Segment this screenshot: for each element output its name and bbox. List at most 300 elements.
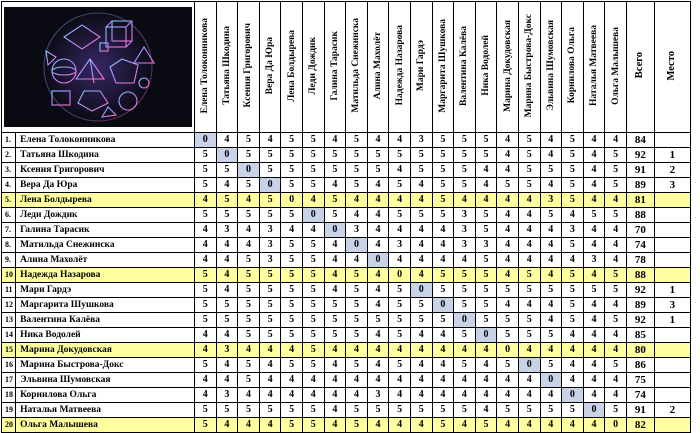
score-cell: 4 xyxy=(410,178,432,193)
table-row xyxy=(2,328,691,343)
score-cell: 4 xyxy=(281,343,303,358)
score-cell: 4 xyxy=(259,373,281,388)
score-cell: 4 xyxy=(605,223,627,238)
participant-name: Эльвина Шумовская xyxy=(16,373,195,388)
score-cell: 4 xyxy=(389,418,411,433)
column-header-label: Корнилова Ольга xyxy=(567,27,578,104)
score-cell: 4 xyxy=(454,343,476,358)
score-cell: 4 xyxy=(367,178,389,193)
column-header-label: Мари Гардэ xyxy=(416,39,427,92)
score-cell: 4 xyxy=(497,148,519,163)
score-cell: 5 xyxy=(454,283,476,298)
score-cell: 4 xyxy=(216,283,238,298)
total-cell: 85 xyxy=(626,328,654,343)
score-cell: 5 xyxy=(216,298,238,313)
column-header-participant xyxy=(583,2,605,133)
table-row xyxy=(2,418,691,433)
score-cell: 5 xyxy=(454,358,476,373)
total-cell: 74 xyxy=(626,238,654,253)
total-cell: 89 xyxy=(626,298,654,313)
score-cell: 4 xyxy=(216,133,238,148)
column-header-participant xyxy=(259,2,281,133)
score-cell: 4 xyxy=(432,358,454,373)
score-cell: 4 xyxy=(475,193,497,208)
score-cell: 0 xyxy=(497,343,519,358)
score-cell: 5 xyxy=(432,283,454,298)
score-cell: 5 xyxy=(324,328,346,343)
table-row xyxy=(2,163,691,178)
column-header-label: Галина Тарасик xyxy=(329,30,340,101)
place-cell: 2 xyxy=(654,403,690,418)
score-cell: 5 xyxy=(432,148,454,163)
score-cell: 4 xyxy=(238,223,260,238)
score-cell: 5 xyxy=(454,298,476,313)
score-cell: 4 xyxy=(259,343,281,358)
score-cell: 4 xyxy=(497,163,519,178)
score-cell: 5 xyxy=(216,208,238,223)
score-cell: 5 xyxy=(389,358,411,373)
score-cell: 5 xyxy=(540,208,562,223)
score-cell: 4 xyxy=(410,223,432,238)
score-cell: 4 xyxy=(367,133,389,148)
score-cell: 5 xyxy=(432,193,454,208)
score-cell: 5 xyxy=(195,313,217,328)
score-cell: 5 xyxy=(281,133,303,148)
score-cell: 5 xyxy=(605,208,627,223)
score-cell: 5 xyxy=(562,283,584,298)
total-cell: 82 xyxy=(626,418,654,433)
score-cell: 4 xyxy=(216,268,238,283)
score-cell: 4 xyxy=(497,133,519,148)
score-cell: 5 xyxy=(259,313,281,328)
score-cell: 4 xyxy=(367,223,389,238)
score-cell: 3 xyxy=(389,238,411,253)
table-row xyxy=(2,343,691,358)
score-cell: 4 xyxy=(432,238,454,253)
score-cell: 4 xyxy=(583,163,605,178)
score-cell: 4 xyxy=(454,373,476,388)
score-cell: 4 xyxy=(605,253,627,268)
score-cell: 4 xyxy=(410,268,432,283)
score-cell: 5 xyxy=(389,283,411,298)
score-cell: 5 xyxy=(475,298,497,313)
column-header-label: Алина Махолёт xyxy=(373,31,384,100)
score-cell: 5 xyxy=(238,358,260,373)
place-cell: 1 xyxy=(654,148,690,163)
score-cell: 4 xyxy=(195,193,217,208)
score-cell: 0 xyxy=(216,148,238,163)
score-cell: 4 xyxy=(238,418,260,433)
participant-name: Матильда Снежинска xyxy=(16,238,195,253)
score-cell: 5 xyxy=(281,328,303,343)
place-cell: 2 xyxy=(654,163,690,178)
score-cell: 4 xyxy=(475,178,497,193)
score-cell: 4 xyxy=(583,298,605,313)
score-cell: 4 xyxy=(324,283,346,298)
score-cell: 4 xyxy=(583,133,605,148)
column-header-label: Леди Дождик xyxy=(308,36,319,95)
score-cell: 5 xyxy=(497,328,519,343)
score-cell: 5 xyxy=(367,313,389,328)
column-header-label: Татьяна Шкодина xyxy=(221,26,232,105)
score-cell: 5 xyxy=(346,313,368,328)
score-cell: 5 xyxy=(259,163,281,178)
score-cell: 4 xyxy=(454,388,476,403)
score-cell: 5 xyxy=(281,313,303,328)
row-number: 9. xyxy=(2,253,16,268)
score-cell: 4 xyxy=(367,268,389,283)
score-cell: 5 xyxy=(346,283,368,298)
score-cell: 4 xyxy=(195,343,217,358)
score-cell: 5 xyxy=(518,268,540,283)
score-cell: 5 xyxy=(281,268,303,283)
score-cell: 5 xyxy=(432,418,454,433)
score-cell: 4 xyxy=(302,223,324,238)
score-cell: 4 xyxy=(302,193,324,208)
score-cell: 4 xyxy=(518,193,540,208)
score-cell: 4 xyxy=(367,418,389,433)
score-cell: 5 xyxy=(281,403,303,418)
participant-name: Надежда Назарова xyxy=(16,268,195,283)
score-cell: 4 xyxy=(259,133,281,148)
total-cell: 91 xyxy=(626,403,654,418)
score-cell: 4 xyxy=(432,253,454,268)
score-cell: 4 xyxy=(497,268,519,283)
score-cell: 5 xyxy=(216,193,238,208)
score-cell: 4 xyxy=(410,418,432,433)
score-cell: 4 xyxy=(238,193,260,208)
score-cell: 4 xyxy=(195,253,217,268)
total-cell: 80 xyxy=(626,343,654,358)
table-row xyxy=(2,253,691,268)
score-cell: 5 xyxy=(389,328,411,343)
table-row xyxy=(2,238,691,253)
score-cell: 5 xyxy=(302,343,324,358)
logo-cell xyxy=(2,2,195,133)
score-cell: 5 xyxy=(518,403,540,418)
score-cell: 0 xyxy=(410,283,432,298)
column-header-participant xyxy=(389,2,411,133)
score-cell: 5 xyxy=(583,208,605,223)
score-cell: 5 xyxy=(497,178,519,193)
score-cell: 5 xyxy=(238,298,260,313)
score-cell: 4 xyxy=(562,253,584,268)
score-cell: 5 xyxy=(324,193,346,208)
score-cell: 5 xyxy=(540,358,562,373)
column-header-label: Матильда Снежинска xyxy=(351,18,362,113)
score-cell: 5 xyxy=(238,283,260,298)
score-cell: 5 xyxy=(302,358,324,373)
score-cell: 4 xyxy=(324,388,346,403)
score-cell: 4 xyxy=(259,418,281,433)
row-number: 6. xyxy=(2,208,16,223)
score-cell: 4 xyxy=(367,193,389,208)
column-header-label: Эльвина Шумовская xyxy=(545,20,556,111)
score-cell: 4 xyxy=(410,328,432,343)
score-cell: 5 xyxy=(346,148,368,163)
header-row xyxy=(2,2,691,133)
score-cell: 4 xyxy=(389,253,411,268)
table-row xyxy=(2,193,691,208)
score-cell: 4 xyxy=(195,373,217,388)
score-cell: 5 xyxy=(583,283,605,298)
score-cell: 0 xyxy=(475,328,497,343)
score-cell: 4 xyxy=(324,403,346,418)
score-cell: 4 xyxy=(410,358,432,373)
place-cell xyxy=(654,238,690,253)
score-cell: 5 xyxy=(195,298,217,313)
score-cell: 5 xyxy=(497,313,519,328)
score-cell: 3 xyxy=(259,253,281,268)
score-cell: 4 xyxy=(389,193,411,208)
score-cell: 5 xyxy=(302,418,324,433)
score-cell: 0 xyxy=(367,253,389,268)
score-cell: 5 xyxy=(475,313,497,328)
total-cell: 91 xyxy=(626,163,654,178)
score-cell: 4 xyxy=(540,268,562,283)
score-cell: 5 xyxy=(518,163,540,178)
column-header-label: Елена Толоконникова xyxy=(200,17,211,114)
score-cell: 5 xyxy=(302,298,324,313)
column-header-label: Наталья Матвеева xyxy=(588,25,599,106)
score-cell: 4 xyxy=(367,373,389,388)
score-cell: 5 xyxy=(302,163,324,178)
score-cell: 5 xyxy=(346,163,368,178)
score-cell: 5 xyxy=(475,253,497,268)
score-cell: 4 xyxy=(324,238,346,253)
score-cell: 5 xyxy=(238,133,260,148)
participant-name: Мари Гардэ xyxy=(16,283,195,298)
column-header-label: Ольга Малышева xyxy=(610,26,621,105)
score-cell: 4 xyxy=(497,298,519,313)
score-cell: 4 xyxy=(605,328,627,343)
score-cell: 0 xyxy=(346,238,368,253)
participant-name: Ксения Григорович xyxy=(16,163,195,178)
score-cell: 5 xyxy=(195,358,217,373)
score-cell: 5 xyxy=(346,298,368,313)
participant-name: Марина Докудовская xyxy=(16,343,195,358)
score-cell: 5 xyxy=(324,298,346,313)
score-cell: 0 xyxy=(562,388,584,403)
score-cell: 5 xyxy=(216,163,238,178)
score-cell: 5 xyxy=(562,313,584,328)
score-cell: 5 xyxy=(475,418,497,433)
row-number: 7. xyxy=(2,223,16,238)
score-cell: 3 xyxy=(367,388,389,403)
table-row xyxy=(2,223,691,238)
column-header-participant xyxy=(346,2,368,133)
table-row xyxy=(2,358,691,373)
column-header-label: Ксения Григорович xyxy=(243,23,254,108)
participant-name: Марина Быстрова-Докс xyxy=(16,358,195,373)
row-number: 4. xyxy=(2,178,16,193)
place-cell xyxy=(654,253,690,268)
score-cell: 5 xyxy=(302,238,324,253)
score-cell: 4 xyxy=(195,328,217,343)
column-header-participant xyxy=(195,2,217,133)
row-number: 1. xyxy=(2,133,16,148)
score-cell: 4 xyxy=(389,373,411,388)
score-cell: 5 xyxy=(302,283,324,298)
score-cell: 5 xyxy=(475,148,497,163)
score-cell: 5 xyxy=(259,148,281,163)
column-header-participant xyxy=(410,2,432,133)
score-cell: 4 xyxy=(346,208,368,223)
score-cell: 4 xyxy=(432,373,454,388)
score-cell: 5 xyxy=(410,298,432,313)
score-cell: 4 xyxy=(238,343,260,358)
score-cell: 4 xyxy=(216,373,238,388)
score-cell: 4 xyxy=(583,178,605,193)
score-cell: 4 xyxy=(454,418,476,433)
score-cell: 3 xyxy=(454,208,476,223)
score-cell: 4 xyxy=(302,388,324,403)
score-cell: 4 xyxy=(346,193,368,208)
score-cell: 5 xyxy=(605,163,627,178)
score-cell: 5 xyxy=(497,283,519,298)
score-cell: 4 xyxy=(389,133,411,148)
score-cell: 4 xyxy=(583,418,605,433)
score-cell: 5 xyxy=(432,268,454,283)
score-cell: 5 xyxy=(389,298,411,313)
score-cell: 5 xyxy=(238,403,260,418)
score-cell: 3 xyxy=(410,133,432,148)
score-cell: 5 xyxy=(367,163,389,178)
score-cell: 4 xyxy=(432,223,454,238)
column-header-participant xyxy=(497,2,519,133)
place-cell xyxy=(654,373,690,388)
score-cell: 5 xyxy=(518,178,540,193)
column-header-label: Вера Да Юра xyxy=(265,36,276,95)
table-row xyxy=(2,298,691,313)
participant-name: Валентина Калёва xyxy=(16,313,195,328)
score-cell: 4 xyxy=(497,388,519,403)
total-cell: 84 xyxy=(626,133,654,148)
score-cell: 5 xyxy=(346,268,368,283)
score-cell: 5 xyxy=(432,163,454,178)
score-cell: 0 xyxy=(518,358,540,373)
score-cell: 5 xyxy=(410,163,432,178)
score-cell: 3 xyxy=(346,223,368,238)
score-cell: 5 xyxy=(238,313,260,328)
score-cell: 5 xyxy=(195,163,217,178)
column-header-participant xyxy=(540,2,562,133)
score-cell: 5 xyxy=(281,283,303,298)
score-cell: 5 xyxy=(540,403,562,418)
row-number: 12 xyxy=(2,298,16,313)
score-cell: 4 xyxy=(324,178,346,193)
score-cell: 5 xyxy=(475,283,497,298)
score-cell: 5 xyxy=(195,208,217,223)
score-cell: 4 xyxy=(432,388,454,403)
score-cell: 3 xyxy=(454,223,476,238)
row-number: 20 xyxy=(2,418,16,433)
score-cell: 4 xyxy=(605,388,627,403)
score-cell: 4 xyxy=(324,133,346,148)
score-cell: 5 xyxy=(195,178,217,193)
score-cell: 4 xyxy=(346,388,368,403)
place-cell xyxy=(654,343,690,358)
row-number: 18 xyxy=(2,388,16,403)
row-number: 19 xyxy=(2,403,16,418)
score-cell: 4 xyxy=(281,373,303,388)
column-header-label: Валентина Калёва xyxy=(459,25,470,106)
score-cell: 0 xyxy=(540,373,562,388)
score-cell: 5 xyxy=(605,283,627,298)
score-cell: 5 xyxy=(302,178,324,193)
score-cell: 4 xyxy=(562,343,584,358)
geometric-shapes-logo xyxy=(4,7,192,127)
score-cell: 4 xyxy=(540,133,562,148)
score-cell: 5 xyxy=(195,283,217,298)
score-cell: 4 xyxy=(454,193,476,208)
score-cell: 5 xyxy=(302,403,324,418)
score-cell: 5 xyxy=(540,163,562,178)
score-cell: 4 xyxy=(605,343,627,358)
table-row xyxy=(2,178,691,193)
score-cell: 4 xyxy=(562,328,584,343)
score-cell: 5 xyxy=(605,268,627,283)
column-header-participant xyxy=(238,2,260,133)
score-cell: 4 xyxy=(540,388,562,403)
place-cell xyxy=(654,388,690,403)
column-header-participant xyxy=(367,2,389,133)
score-cell: 5 xyxy=(238,178,260,193)
score-cell: 5 xyxy=(432,403,454,418)
score-cell: 3 xyxy=(540,193,562,208)
score-cell: 4 xyxy=(367,283,389,298)
score-cell: 0 xyxy=(324,223,346,238)
participant-name: Галина Тарасик xyxy=(16,223,195,238)
score-cell: 5 xyxy=(195,418,217,433)
score-cell: 4 xyxy=(410,238,432,253)
score-cell: 5 xyxy=(432,313,454,328)
score-cell: 4 xyxy=(410,373,432,388)
score-cell: 5 xyxy=(346,403,368,418)
score-cell: 4 xyxy=(562,358,584,373)
score-cell: 5 xyxy=(454,163,476,178)
score-cell: 3 xyxy=(259,223,281,238)
score-cell: 4 xyxy=(410,193,432,208)
score-cell: 5 xyxy=(195,268,217,283)
score-cell: 0 xyxy=(605,418,627,433)
score-cell: 3 xyxy=(259,238,281,253)
score-cell: 4 xyxy=(216,418,238,433)
score-cell: 4 xyxy=(497,193,519,208)
score-cell: 5 xyxy=(475,133,497,148)
score-cell: 5 xyxy=(195,403,217,418)
score-cell: 5 xyxy=(302,313,324,328)
score-cell: 4 xyxy=(518,298,540,313)
score-cell: 5 xyxy=(259,193,281,208)
score-cell: 4 xyxy=(216,328,238,343)
score-cell: 4 xyxy=(281,388,303,403)
score-cell: 4 xyxy=(497,238,519,253)
column-header-label: Ника Водолей xyxy=(481,35,492,96)
score-cell: 4 xyxy=(324,253,346,268)
score-cell: 5 xyxy=(410,148,432,163)
score-cell: 5 xyxy=(367,148,389,163)
score-cell: 5 xyxy=(259,328,281,343)
total-cell: 78 xyxy=(626,253,654,268)
score-cell: 4 xyxy=(367,298,389,313)
score-cell: 4 xyxy=(540,343,562,358)
score-cell: 5 xyxy=(518,133,540,148)
score-cell: 4 xyxy=(583,388,605,403)
score-cell: 5 xyxy=(475,208,497,223)
row-number: 16 xyxy=(2,358,16,373)
score-cell: 4 xyxy=(324,373,346,388)
